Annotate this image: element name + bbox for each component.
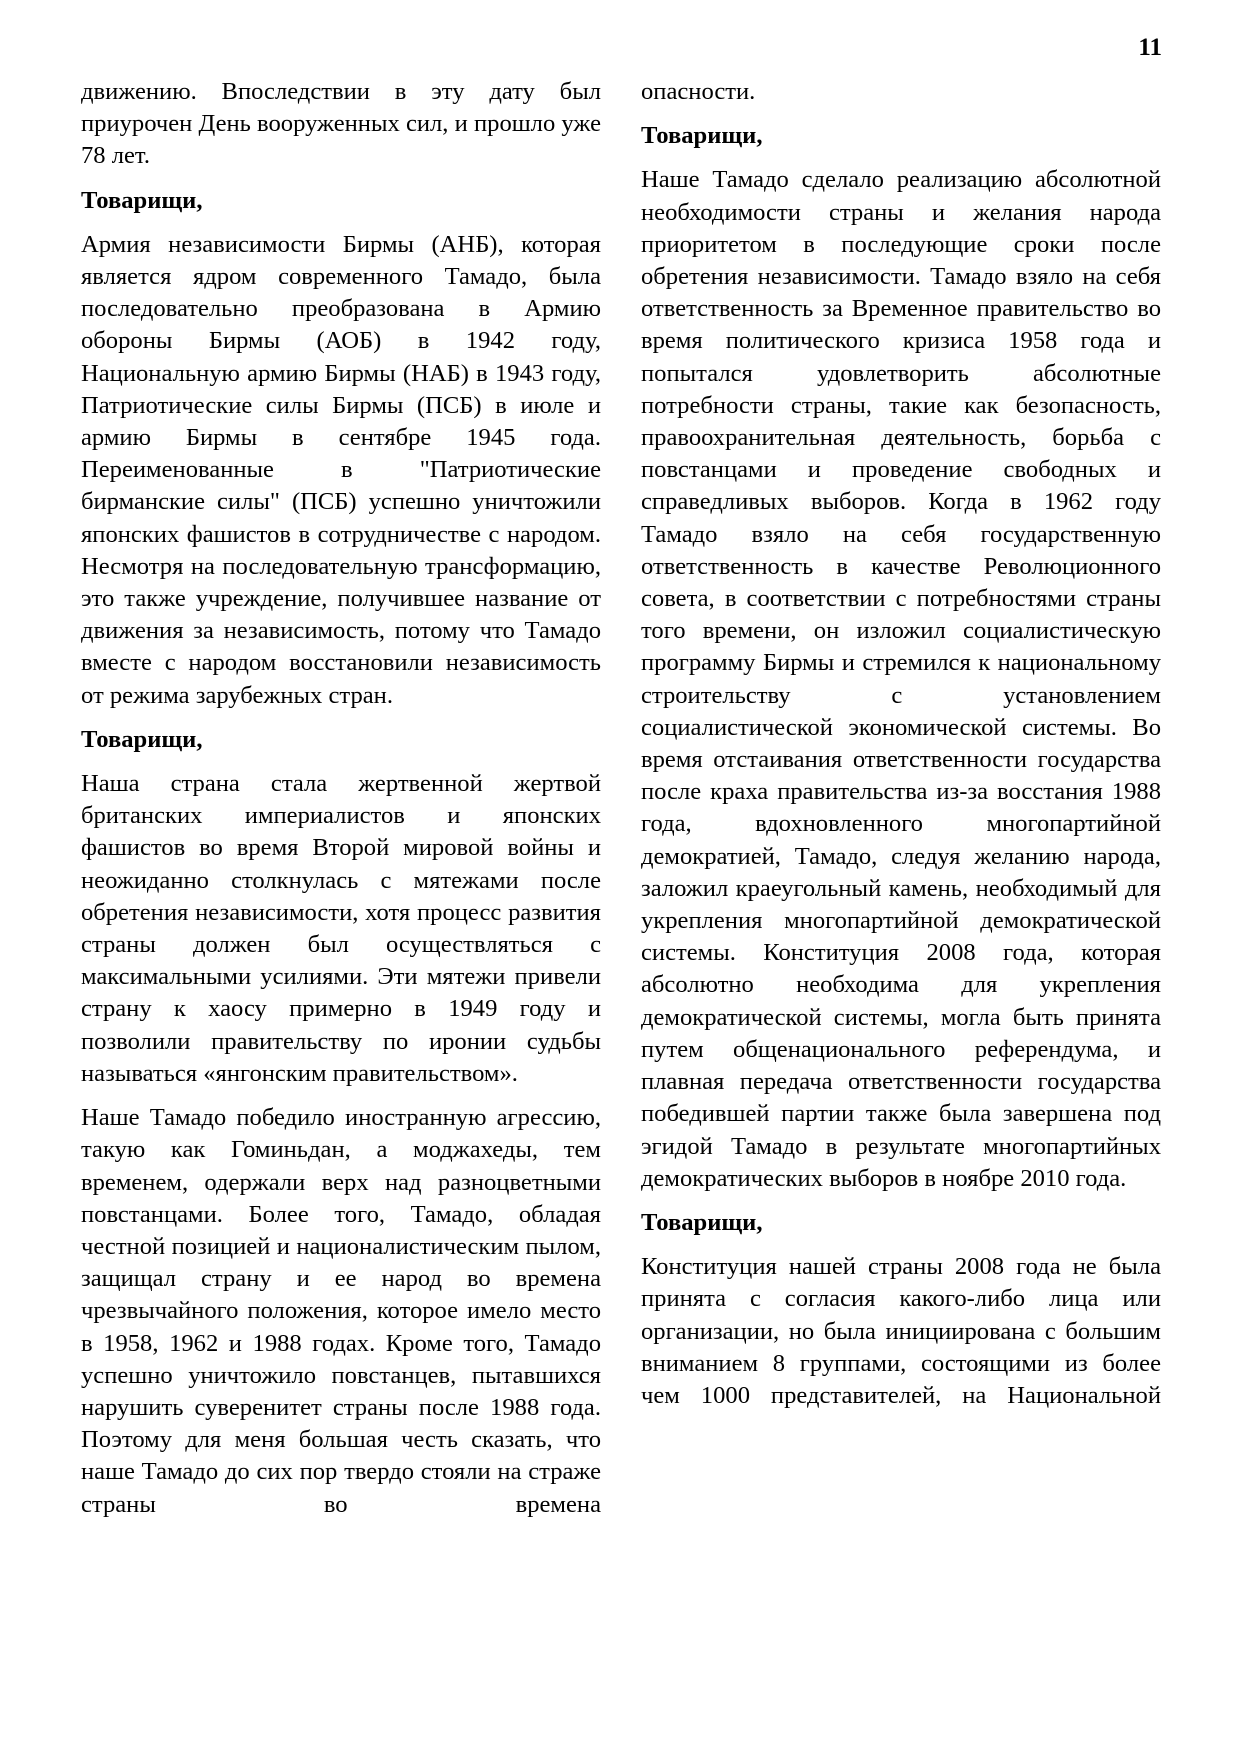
section-heading: Товарищи,: [81, 186, 203, 214]
section-heading: Товарищи,: [81, 725, 203, 753]
paragraph: Наше Тамадо победило иностранную агрессию, такую как Гоминьдан, а моджахеды, тем временем, одержали верх над разноцветными повстанцами. Более того, Тамадо, обладая честной позицией и националистическим пылом, защищал страну и ее народ во времена чрезвычайного положения, которое имело место в 1958, 1962 и 1988 годах. Кроме того, Тамадо успешно уничтожило повстанцев, пытавшихся нарушить суверенитет страны после 1988 года. Поэтому для меня большая честь сказать, что наше Тамадо до сих пор твердо стояли на страже страны во времена: [81, 1104, 601, 1518]
paragraph: опасности.: [641, 78, 756, 105]
page-number: 11: [1138, 34, 1162, 61]
right-column: [641, 76, 1161, 1424]
paragraph: Наша страна стала жертвенной жертвой британских империалистов и японских фашистов во время Второй мировой войны и неожиданно столкнулась с мятежами после обретения независимости, хотя процесс развития страны должен был осуществляться с максимальными усилиями. Эти мятежи привели страну к хаосу примерно в 1949 году и позволили правительству по иронии судьбы называться «янгонским правительством».: [81, 770, 601, 1087]
section-heading: Товарищи,: [641, 1208, 763, 1236]
paragraph: Конституция нашей страны 2008 года не была принята с согласия какого-либо лица или организации, но была инициирована с большим вниманием 8 группами, состоящими из более чем 1000 представителей, на Национальной: [641, 1253, 1161, 1409]
left-column: [81, 76, 601, 1533]
paragraph: Наше Тамадо сделало реализацию абсолютной необходимости страны и желания народа приоритетом в последующие сроки после обретения независимости. Тамадо взяло на себя ответственность за Временное правительство во время политического кризиса 1958 года и попытался удовлетворить абсолютные потребности страны, такие как безопасность, правоохранительная деятельность, борьба с повстанцами и проведение свободных и справедливых выборов. Когда в 1962 году Тамадо взяло на себя государственную ответственность в качестве Революционного совета, в соответствии с потребностями страны того времени, он изложил социалистическую программу Бирмы и стремился к национальному строительству с установлением социалистической экономической системы. Во время отстаивания ответственности государства после краха правительства из-за восстания 1988 года, вдохновленного многопартийной демократией, Тамадо, следуя желанию народа, заложил краеугольный камень, необходимый для укрепления многопартийной демократической системы. Конституция 2008 года, которая абсолютно необходима для укрепления демократической системы, могла быть принята путем общенационального референдума, и плавная передача ответственности государства победившей партии также была завершена под эгидой Тамадо в результате многопартийных демократических выборов в ноябре 2010 года.: [641, 166, 1161, 1192]
paragraph: Армия независимости Бирмы (АНБ), которая является ядром современного Тамадо, была последовательно преобразована в Армию обороны Бирмы (АОБ) в 1942 году, Национальную армию Бирмы (НАБ) в 1943 году, Патриотические силы Бирмы (ПСБ) в июле и армию Бирмы в сентябре 1945 года. Переименованные в "Патриотические бирманские силы" (ПСБ) успешно уничтожили японских фашистов в сотрудничестве с народом. Несмотря на последовательную трансформацию, это также учреждение, получившее название от движения за независимость, потому что Тамадо вместе с народом восстановили независимость от режима зарубежных стран.: [81, 230, 601, 709]
paragraph: движению. Впоследствии в эту дату был приурочен День вооруженных сил, и прошло уже 78 лет.: [81, 78, 601, 170]
section-heading: Товарищи,: [641, 122, 763, 150]
